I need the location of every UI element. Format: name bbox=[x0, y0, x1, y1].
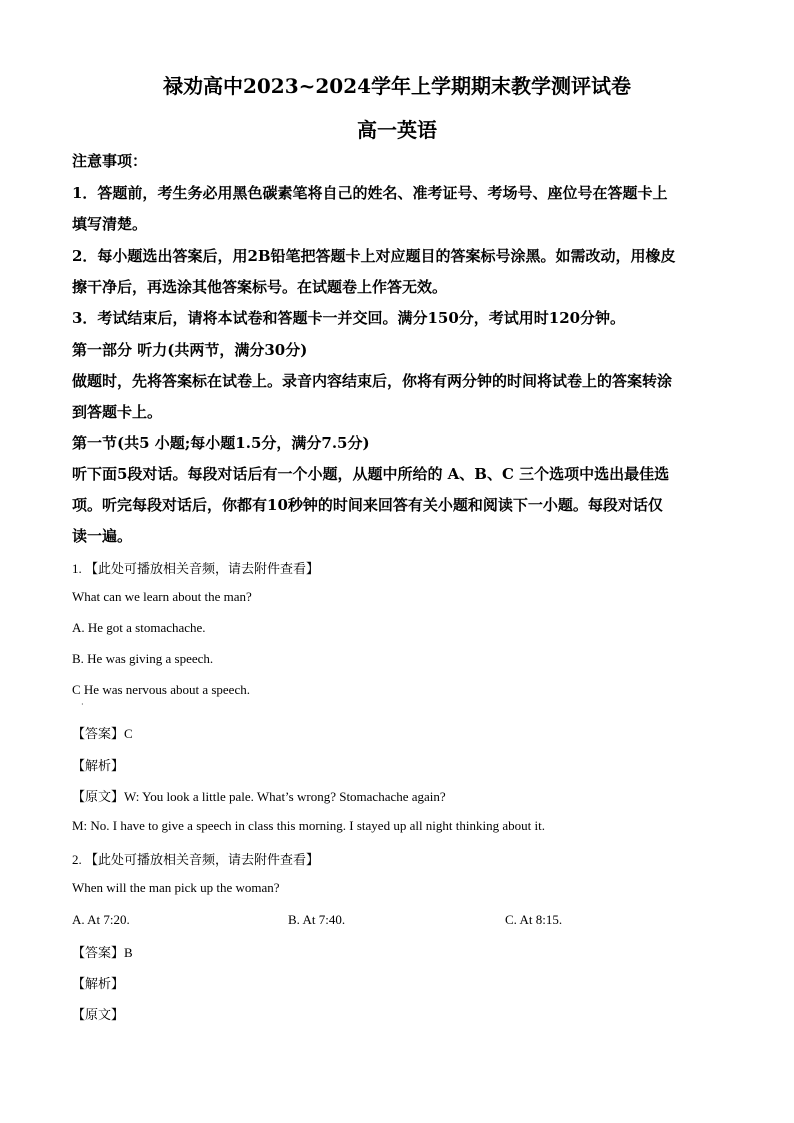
q2-answer-label: 【答案】 bbox=[72, 946, 125, 961]
exam-subject: 高一英语 bbox=[357, 118, 437, 142]
q2-option-b: B. At 7:40. bbox=[288, 912, 346, 927]
notice-item-3: 3．考试结束后，请将本试卷和答题卡一并交回。满分150分，考试用时120分钟。 bbox=[72, 309, 626, 327]
part1-instruction-line-1: 做题时，先将答案标在试卷上。录音内容结束后，你将有两分钟的时间将试卷上的答案转涂 bbox=[72, 372, 673, 390]
q2-audio-line bbox=[72, 849, 319, 868]
q1-analysis-label: 【解析】 bbox=[72, 759, 125, 774]
q2-transcript-label: 【原文】 bbox=[72, 1008, 125, 1023]
q1-transcript-label: 【原文】 bbox=[72, 790, 125, 805]
q1-option-a: A. He got a stomachache. bbox=[72, 620, 206, 635]
section1-instruction-line-3: 读一遍。 bbox=[72, 527, 133, 545]
q2-answer-value: B bbox=[124, 945, 133, 960]
q1-answer-line bbox=[72, 723, 133, 742]
q1-option-b: B. He was giving a speech. bbox=[72, 651, 214, 666]
q2-number: 2. bbox=[72, 852, 85, 867]
notice-heading: 注意事项： bbox=[72, 152, 148, 170]
q1-option-c: C He was nervous about a speech. bbox=[72, 682, 250, 697]
section1-heading: 第一节(共5 小题;每小题1.5分，满分7.5分) bbox=[72, 434, 370, 452]
q1-answer-label: 【答案】 bbox=[72, 727, 125, 742]
q2-analysis-label: 【解析】 bbox=[72, 977, 125, 992]
notice-item-1-line-2: 填写清楚。 bbox=[72, 215, 148, 233]
q1-question: What can we learn about the man? bbox=[72, 589, 252, 604]
part1-heading: 第一部分 听力(共两节，满分30分) bbox=[72, 341, 308, 359]
q1-dot-mark: · bbox=[81, 700, 84, 709]
q1-transcript-w bbox=[72, 786, 446, 805]
part1-instruction-line-2: 到答题卡上。 bbox=[72, 403, 163, 421]
q2-question: When will the man pick up the woman? bbox=[72, 880, 280, 895]
q1-transcript-w-text: W: You look a little pale. What’s wrong? Stomachache again? bbox=[124, 789, 446, 804]
q1-audio-note: 【此处可播放相关音频，请去附件查看】 bbox=[85, 562, 320, 577]
q1-answer-value: C bbox=[124, 726, 133, 741]
q2-answer-line bbox=[72, 942, 133, 961]
q2-option-a: A. At 7:20. bbox=[72, 912, 130, 927]
q1-transcript-m: M: No. I have to give a speech in class this morning. I stayed up all night thinking about it. bbox=[72, 818, 545, 833]
q2-option-c: C. At 8:15. bbox=[505, 912, 563, 927]
notice-item-1-line-1: 1．答题前，考生务必用黑色碳素笔将自己的姓名、准考证号、考场号、座位号在答题卡上 bbox=[72, 184, 668, 202]
q1-number: 1. bbox=[72, 561, 85, 576]
exam-title: 禄劝高中2023~2024学年上学期期末教学测评试卷 bbox=[162, 74, 632, 98]
q2-audio-note: 【此处可播放相关音频，请去附件查看】 bbox=[85, 853, 320, 868]
section1-instruction-line-2: 项。听完每段对话后，你都有10秒钟的时间来回答有关小题和阅读下一小题。每段对话仅 bbox=[72, 496, 663, 514]
section1-instruction-line-1: 听下面5段对话。每段对话后有一个小题，从题中所给的 A、B、C 三个选项中选出最佳选 bbox=[72, 465, 670, 483]
notice-item-2-line-2: 擦干净后，再选涂其他答案标号。在试题卷上作答无效。 bbox=[72, 278, 448, 296]
notice-item-2-line-1: 2．每小题选出答案后，用2B铅笔把答题卡上对应题目的答案标号涂黑。如需改动，用橡皮 bbox=[72, 247, 676, 265]
q1-audio-line bbox=[72, 558, 319, 577]
